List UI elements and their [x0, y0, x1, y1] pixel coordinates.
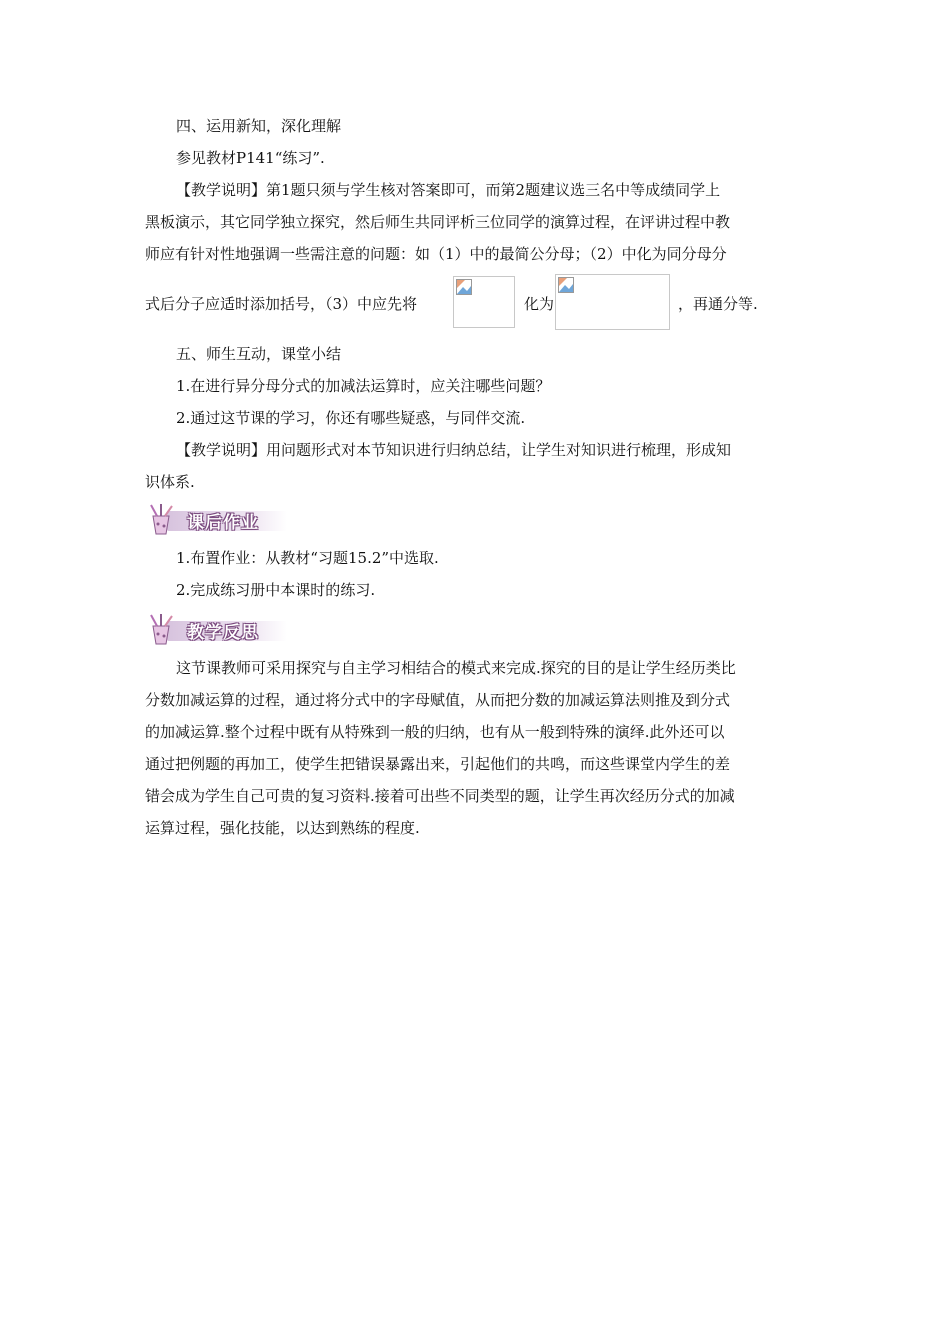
pencil-cup-icon	[145, 502, 185, 536]
homework-item: 2.完成练习册中本课时的练习.	[176, 581, 376, 599]
reflection-paragraph-line: 运算过程，强化技能，以达到熟练的程度.	[145, 819, 420, 837]
homework-banner-title: 课后作业	[187, 513, 259, 533]
section5-question: 2.通过这节课的学习，你还有哪些疑惑，与同伴交流.	[176, 409, 526, 427]
broken-image-icon	[558, 277, 574, 293]
reflection-paragraph-line: 通过把例题的再加工，使学生把错误暴露出来，引起他们的共鸣，而这些课堂内学生的差	[145, 755, 731, 773]
section4-reference: 参见教材P141“练习”.	[176, 149, 325, 167]
broken-image-icon	[456, 279, 472, 295]
reflection-paragraph-line: 分数加减运算的过程，通过将分式中的字母赋值，从而把分数的加减运算法则推及到分式	[145, 691, 731, 709]
reflection-paragraph-line: 的加减运算.整个过程中既有从特殊到一般的归纳，也有从一般到特殊的演绎.此外还可以	[145, 723, 725, 741]
reflection-paragraph-line: 错会成为学生自己可贵的复习资料.接着可出些不同类型的题，让学生再次经历分式的加减	[145, 787, 735, 805]
section4-note-line: 黑板演示，其它同学独立探究，然后师生共同评析三位同学的演算过程，在评讲过程中教	[145, 213, 731, 231]
section5-question: 1.在进行异分母分式的加减法运算时，应关注哪些问题？	[176, 377, 551, 395]
pencil-cup-icon	[145, 612, 185, 646]
section5-title: 五、师生互动，课堂小结	[176, 345, 342, 363]
section4-note-line: 式后分子应适时添加括号，（3）中应先将	[145, 295, 418, 313]
section5-note-line: 识体系.	[145, 473, 195, 491]
homework-item: 1.布置作业：从教材“习题15.2”中选取.	[176, 549, 439, 567]
section4-note-line: 化为	[524, 295, 555, 313]
reflection-banner-title: 教学反思	[187, 623, 259, 643]
formula-image-placeholder	[453, 276, 515, 328]
reflection-paragraph-line: 这节课教师可采用探究与自主学习相结合的模式来完成.探究的目的是让学生经历类比	[176, 659, 736, 677]
reflection-banner	[145, 612, 295, 646]
section4-note-line: 师应有针对性地强调一些需注意的问题：如（1）中的最简公分母；（2）中化为同分母分	[145, 245, 727, 263]
section4-note-line: 【教学说明】第1题只须与学生核对答案即可，而第2题建议选三名中等成绩同学上	[176, 181, 721, 199]
section4-title: 四、运用新知，深化理解	[176, 117, 342, 135]
section4-note-line: ，再通分等.	[678, 295, 758, 313]
formula-image-placeholder	[555, 274, 670, 330]
section5-note-line: 【教学说明】用问题形式对本节知识进行归纳总结，让学生对知识进行梳理，形成知	[176, 441, 732, 459]
homework-banner	[145, 502, 295, 536]
